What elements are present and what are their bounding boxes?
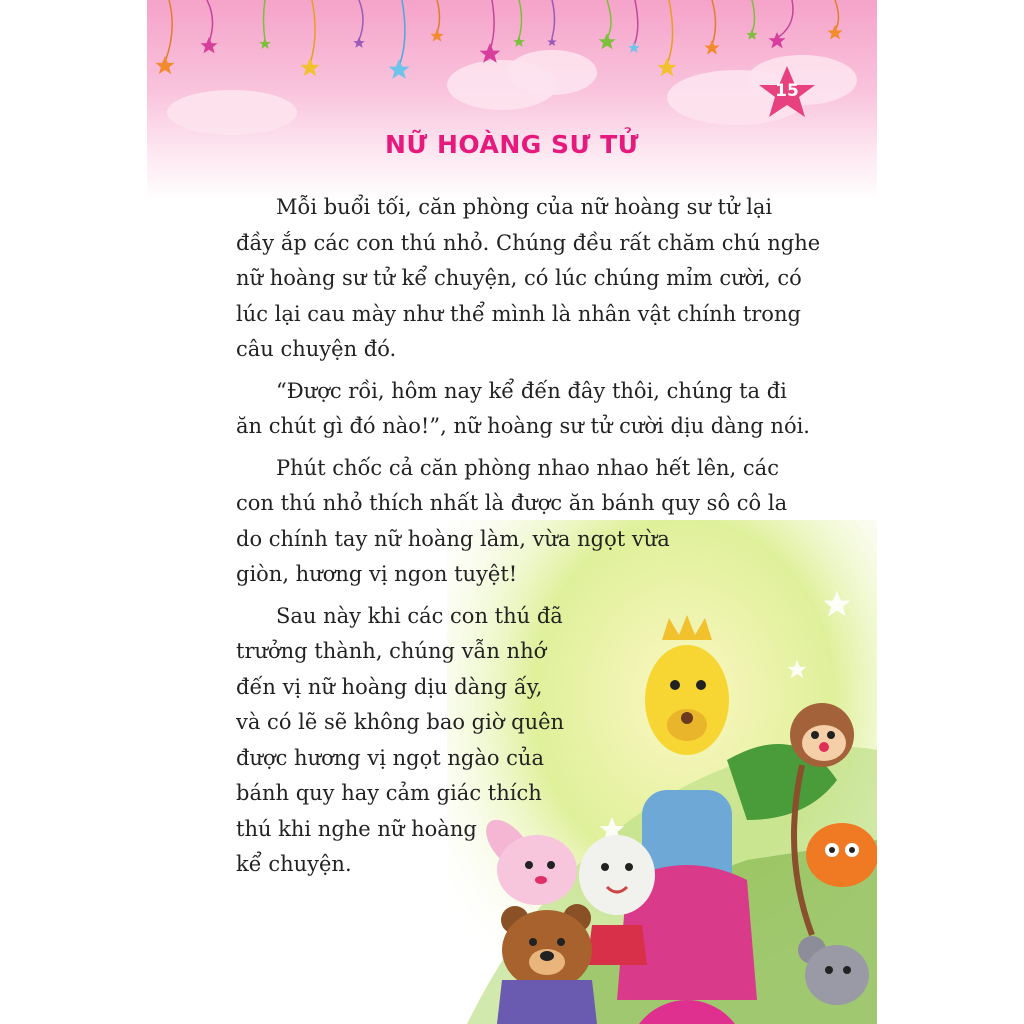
- page-number-badge: [755, 62, 819, 122]
- text-line: kể chuyện.: [236, 852, 352, 876]
- text-line: đến vị nữ hoàng dịu dàng ấy,: [236, 674, 543, 699]
- text-line: và có lẽ sẽ không bao giờ quên: [236, 710, 565, 734]
- text-line: “Được rồi, hôm nay kể đến đây thôi, chúng ta đi: [276, 378, 787, 403]
- text-line: Phút chốc cả căn phòng nhao nhao hết lên, các: [276, 455, 779, 480]
- story-text: [236, 190, 821, 889]
- text-line: do chính tay nữ hoàng làm, vừa ngọt vừa: [236, 526, 670, 551]
- text-line: ăn chút gì đó nào!”, nữ hoàng sư tử cười dịu dàng nói.: [236, 414, 810, 438]
- story-title: NỮ HOÀNG SƯ TỬ: [384, 130, 640, 159]
- text-line: lúc lại cau mày như thể mình là nhân vật chính trong: [236, 301, 801, 326]
- fox: [806, 823, 877, 887]
- paragraph-1: [236, 190, 821, 368]
- text-line: câu chuyện đó.: [236, 337, 397, 361]
- paragraph-3: [236, 451, 796, 593]
- page-number: 15: [775, 81, 799, 101]
- text-line: giòn, hương vị ngon tuyệt!: [236, 562, 518, 586]
- text-line: con thú nhỏ thích nhất là được ăn bánh quy sô cô la: [236, 491, 788, 515]
- text-line: Sau này khi các con thú đã: [276, 603, 563, 628]
- text-line: bánh quy hay cảm giác thích: [236, 781, 542, 805]
- text-line: được hương vị ngọt ngào của: [236, 745, 544, 770]
- paragraph-2: [236, 374, 810, 445]
- text-line: thú khi nghe nữ hoàng: [236, 816, 477, 841]
- text-line: Mỗi buổi tối, căn phòng của nữ hoàng sư tử lại: [276, 195, 773, 219]
- text-line: nữ hoàng sư tử kể chuyện, có lúc chúng mỉm cười, có: [236, 266, 802, 290]
- text-line: đầy ắp các con thú nhỏ. Chúng đều rất chăm chú nghe: [236, 230, 821, 255]
- text-line: trưởng thành, chúng vẫn nhớ: [236, 639, 547, 663]
- bear: [497, 904, 597, 1024]
- paragraph-4: [236, 599, 796, 883]
- book-page: [147, 0, 877, 1024]
